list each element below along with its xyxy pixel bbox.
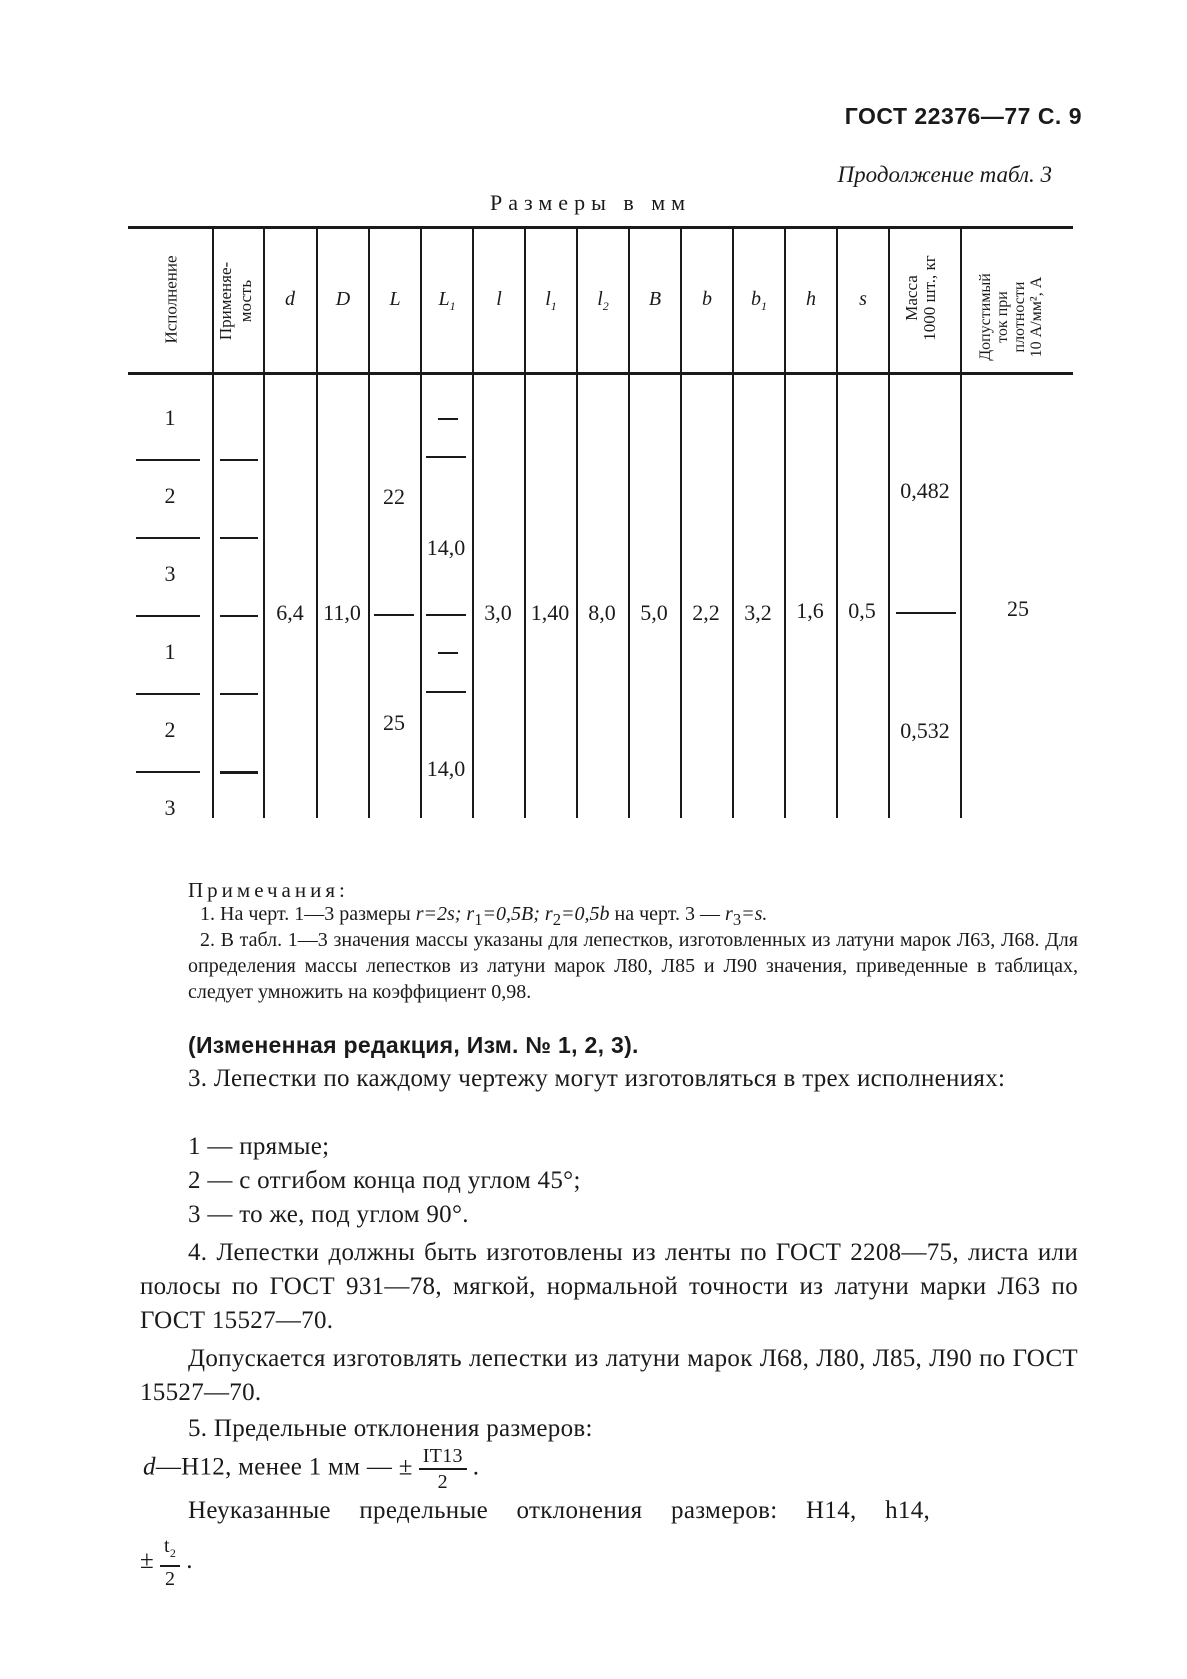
header-s: s [859, 288, 867, 310]
value-l1: 1,40 [530, 600, 570, 625]
variant-cell: 1 [164, 405, 176, 430]
col-divider [784, 228, 786, 818]
value-D: 11,0 [323, 600, 361, 625]
col-divider [472, 228, 474, 818]
it13-fraction: $\frac{IT13}{2}$ [419, 1444, 467, 1494]
row-separator [136, 615, 200, 617]
amended-edition: (Измененная редакция, Изм. № 1, 2, 3). [188, 1032, 639, 1058]
application-dash [220, 693, 258, 695]
variant-cell: 2 [164, 483, 176, 508]
value-mass-a: 0,482 [900, 478, 950, 503]
header-b: b [702, 288, 712, 310]
value-L-22: 22 [383, 484, 405, 509]
value-L1-b: 14,0 [426, 756, 466, 781]
header-mass: Масса 1000 шт., кг [902, 255, 939, 341]
header-d: d [285, 288, 295, 310]
col-divider [680, 228, 682, 818]
value-B: 5,0 [640, 600, 668, 625]
t2-fraction: $\frac{t_2}{2}$ [160, 1534, 180, 1591]
variant-cell: 3 [164, 795, 176, 820]
header-application: Применяе- мость [216, 261, 255, 341]
table-top-rule [128, 226, 1073, 229]
header-b1: $b_1$ [751, 288, 767, 313]
value-d: 6,4 [276, 600, 304, 625]
value-L-25: 25 [383, 710, 405, 735]
header-current: Допустимый ток при плотности 10 А/мм², А [977, 273, 1045, 361]
header-D: D [335, 288, 351, 310]
table-units-label: Размеры в мм [490, 190, 692, 215]
variant-cell: 1 [164, 639, 176, 664]
row-separator [136, 771, 200, 773]
value-b1: 3,2 [744, 600, 772, 625]
value-l2: 8,0 [588, 600, 616, 625]
row-separator [136, 459, 200, 461]
table-header-rule [128, 372, 1073, 375]
header-B: B [648, 288, 662, 310]
paragraph-3-item-3: 3 — то же, под углом 90°. [188, 1201, 469, 1228]
value-mass-b: 0,532 [900, 718, 950, 743]
value-current: 25 [1007, 596, 1029, 621]
value-L1-a: 14,0 [426, 535, 466, 560]
tolerance-formula: d—H12, менее 1 мм — ± $\frac{IT13}{2}$ . [143, 1445, 480, 1493]
unspecified-tolerance-formula: ± $\frac{t_2}{2}$ . [140, 1535, 193, 1590]
header-L1: $L_1$ [438, 288, 456, 313]
col-divider [836, 228, 838, 818]
note-1: 1. На черт. 1—3 размеры r=2s; $r_1=0,5B$; $r_2=0,5b$ на черт. 3 — $r_3=s$. [200, 903, 768, 929]
value-s: 0,5 [848, 598, 876, 623]
col-divider [420, 228, 422, 818]
col-divider [628, 228, 630, 818]
paragraph-3: 3. Лепестки по каждому чертежу могут изготовляться в трех исполнениях: [188, 1065, 1006, 1092]
L-separator [374, 614, 414, 616]
value-b: 2,2 [692, 600, 720, 625]
paragraph-5: 5. Предельные отклонения размеров: [188, 1415, 593, 1442]
header-l2: $l_2$ [597, 288, 609, 313]
col-divider [524, 228, 526, 818]
application-dash [220, 459, 258, 461]
header-l1: $l_1$ [545, 288, 557, 313]
row-separator [136, 537, 200, 539]
page-header: ГОСТ 22376—77 С. 9 [844, 103, 1082, 129]
col-divider [732, 228, 734, 818]
header-L: L [389, 288, 401, 310]
paragraph-4: 4. Лепестки должны быть изготовлены из ленты по ГОСТ 2208—75, листа или полосы по ГОСТ 931—78, мягкой, нормальной точности из латуни марки Л63 по ГОСТ 15527—70. [140, 1239, 1078, 1334]
row-separator [136, 693, 200, 695]
paragraph-6: Неуказанные предельные отклонения размеров: H14, h14, [188, 1497, 931, 1524]
L1-dash [438, 652, 458, 654]
paragraph-4b: Допускается изготовлять лепестки из латуни марок Л68, Л80, Л85, Л90 по ГОСТ 15527—70. [140, 1345, 1078, 1406]
paragraph-3-item-1: 1 — прямые; [188, 1133, 330, 1160]
col-divider [263, 228, 265, 818]
table-continuation-label: Продолжение табл. 3 [837, 162, 1052, 187]
col-divider [576, 228, 578, 818]
application-dash [220, 537, 258, 539]
L1-separator [426, 456, 466, 458]
application-dash [220, 771, 258, 774]
col-divider [316, 228, 318, 818]
header-l: l [496, 288, 502, 310]
note-2: 2. В табл. 1—3 значения массы указаны для лепестков, изготовленных из латуни марок Л63, Л68. Для определения массы лепестков из латуни марок Л80, Л85 и Л90 значения, приведенные в таблицах, следует умножить на коэффициент 0,98. [188, 929, 1078, 1003]
L1-separator [426, 614, 466, 616]
col-divider [212, 228, 214, 818]
application-dash [220, 615, 258, 617]
header-h: h [806, 288, 816, 310]
paragraph-3-item-2: 2 — с отгибом конца под углом 45°; [188, 1167, 581, 1194]
value-l: 3,0 [484, 600, 512, 625]
L1-separator [426, 691, 466, 693]
variant-cell: 3 [164, 561, 176, 586]
header-variant: Исполнение [161, 255, 181, 344]
variant-cell: 2 [164, 717, 176, 742]
notes-title: Примечания: [188, 878, 349, 902]
value-h: 1,6 [796, 598, 824, 623]
mass-separator [896, 612, 956, 614]
L1-dash [438, 418, 458, 420]
